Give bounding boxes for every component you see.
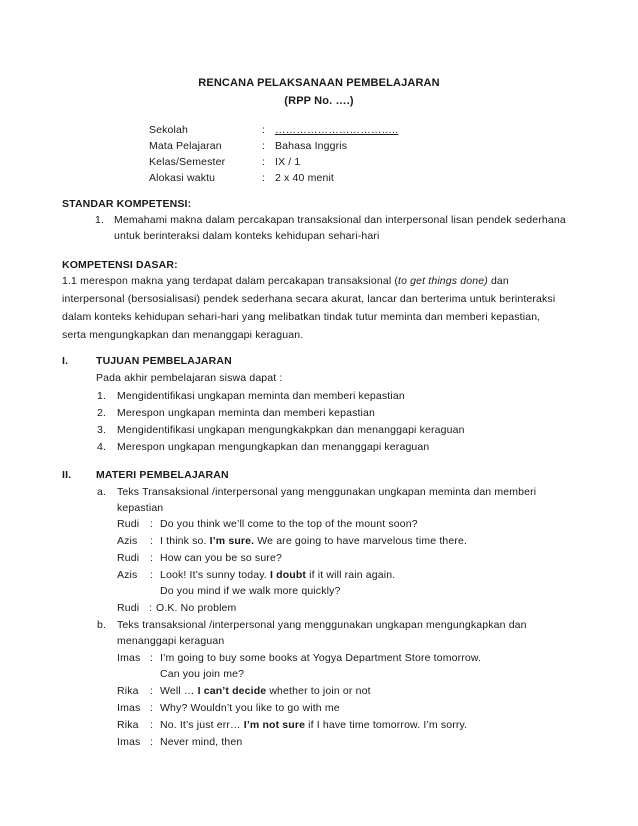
tujuan-item-num: 1. <box>97 390 107 402</box>
document-subtitle: (RPP No. ….) <box>284 95 354 107</box>
standar-num: 1. <box>95 214 105 226</box>
tujuan-intro: Pada akhir pembelajaran siswa dapat : <box>96 372 283 384</box>
dialog-speaker: Imas <box>117 652 141 664</box>
kompetensi-heading: KOMPETENSI DASAR: <box>62 259 178 271</box>
materi-a-line: kepastian <box>117 502 164 514</box>
info-value-mapel: Bahasa Inggris <box>275 140 348 152</box>
dialog-colon: : <box>150 569 154 581</box>
dialog-speaker: Azis <box>117 569 138 581</box>
dialog-colon: : <box>150 685 154 697</box>
tujuan-item: Mengidentifikasi ungkapan mengungkakpkan dan menanggapi keraguan <box>117 424 465 436</box>
dialog-colon: : <box>150 518 154 530</box>
dialog-text-part: if it will rain again. <box>306 569 396 581</box>
standar-line: untuk berinteraksi dalam konteks kehidupan sehari-hari <box>114 230 380 242</box>
tujuan-item: Mengidentifikasi ungkapan meminta dan memberi kepastian <box>117 390 405 402</box>
dialog-text-part: whether to join or not <box>266 685 371 697</box>
info-label-alokasi: Alokasi waktu <box>149 172 216 184</box>
tujuan-item: Merespon ungkapan meminta dan memberi kepastian <box>117 407 376 419</box>
dialog-colon: : <box>150 652 154 664</box>
dialog-text: Never mind, then <box>160 736 243 748</box>
tujuan-item-num: 3. <box>97 424 107 436</box>
kompetensi-italic: to get things done) <box>398 275 488 287</box>
info-label-mapel: Mata Pelajaran <box>149 140 222 152</box>
dialog-continuation: Do you mind if we walk more quickly? <box>160 585 341 597</box>
kompetensi-line: serta mengungkapkan dan menanggapi keraguan. <box>62 329 304 341</box>
dialog-text <box>160 719 467 731</box>
dialog-emphasis: I’m not sure <box>243 719 306 731</box>
dialog-speaker: Rudi <box>117 602 140 614</box>
dialog-emphasis: I’m sure. <box>209 535 255 547</box>
info-colon: : <box>262 140 266 152</box>
dialog-speaker: Imas <box>117 702 141 714</box>
dialog-text-part: if I have time tomorrow. I’m sorry. <box>305 719 468 731</box>
info-label-kelas: Kelas/Semester <box>149 156 226 168</box>
info-colon: : <box>262 124 266 136</box>
dialog-text <box>160 569 395 581</box>
dialog-speaker: Imas <box>117 736 141 748</box>
dialog-text-part: No. It’s just err… <box>160 719 244 731</box>
dialog-text: I’m going to buy some books at Yogya Department Store tomorrow. <box>160 652 482 664</box>
materi-b-line: Teks transaksional /interpersonal yang menggunakan ungkapan mengungkapkan dan <box>117 619 527 631</box>
dialog-colon: : <box>150 702 154 714</box>
dialog-colon: : <box>150 552 154 564</box>
document-title: RENCANA PELAKSANAAN PEMBELAJARAN <box>198 77 440 89</box>
dialog-text <box>160 535 467 547</box>
dialog-text-part: We are going to have marvelous time there. <box>254 535 468 547</box>
materi-a-line: Teks Transaksional /interpersonal yang menggunakan ungkapan meminta dan memberi <box>117 486 537 498</box>
info-label-sekolah: Sekolah <box>149 124 188 136</box>
tujuan-item-num: 4. <box>97 441 107 453</box>
dialog-emphasis: I can’t decide <box>197 685 267 697</box>
dialog-colon: : <box>150 535 154 547</box>
standar-heading: STANDAR KOMPETENSI: <box>62 198 192 210</box>
dialog-speaker: Rika <box>117 719 139 731</box>
dialog-text: Do you think we’ll come to the top of the mount soon? <box>160 518 418 530</box>
dialog-text: How can you be so sure? <box>160 552 282 564</box>
kompetensi-text: dan <box>487 275 509 287</box>
dialog-text-part: Look! It’s sunny today. <box>160 569 271 581</box>
tujuan-num: I. <box>62 355 69 367</box>
dialog-colon: : <box>150 736 154 748</box>
tujuan-heading: TUJUAN PEMBELAJARAN <box>96 355 232 367</box>
dialog-text-part: Well … <box>160 685 198 697</box>
info-colon: : <box>262 172 266 184</box>
dialog-text <box>160 685 371 697</box>
dialog-colon: : <box>149 602 153 614</box>
info-colon: : <box>262 156 266 168</box>
materi-b-label: b. <box>97 619 107 631</box>
dialog-speaker: Rudi <box>117 518 140 530</box>
standar-line: Memahami makna dalam percakapan transaksional dan interpersonal lisan pendek sederhana <box>114 214 566 226</box>
dialog-text-part: I think so. <box>160 535 210 547</box>
dialog-emphasis: I doubt <box>270 569 307 581</box>
dialog-speaker: Rudi <box>117 552 140 564</box>
dialog-continuation: Can you join me? <box>160 668 245 680</box>
materi-b-line: menanggapi keraguan <box>117 635 225 647</box>
materi-a-label: a. <box>97 486 107 498</box>
info-value-sekolah: …………………………….. <box>275 124 399 136</box>
dialog-colon: : <box>150 719 154 731</box>
dialog-speaker: Rika <box>117 685 139 697</box>
info-value-alokasi: 2 x 40 menit <box>275 172 334 184</box>
dialog-speaker: Azis <box>117 535 138 547</box>
kompetensi-line: interpersonal (bersosialisasi) pendek sederhana secara akurat, lancar dan berterima untuk berinteraksi <box>62 293 556 305</box>
info-value-kelas: IX / 1 <box>275 156 301 168</box>
kompetensi-text: 1.1 merespon makna yang terdapat dalam percakapan transaksional ( <box>62 275 399 287</box>
kompetensi-line: dalam konteks kehidupan sehari-hari yang melibatkan tindak tutur meminta dan memberi kepastian, <box>62 311 541 323</box>
materi-heading: MATERI PEMBELAJARAN <box>96 469 229 481</box>
kompetensi-line <box>62 275 509 287</box>
tujuan-item-num: 2. <box>97 407 107 419</box>
materi-num: II. <box>62 469 72 481</box>
dialog-text: Why? Wouldn’t you like to go with me <box>160 702 340 714</box>
tujuan-item: Merespon ungkapan mengungkapkan dan menanggapi keraguan <box>117 441 430 453</box>
dialog-text: O.K. No problem <box>156 602 237 614</box>
